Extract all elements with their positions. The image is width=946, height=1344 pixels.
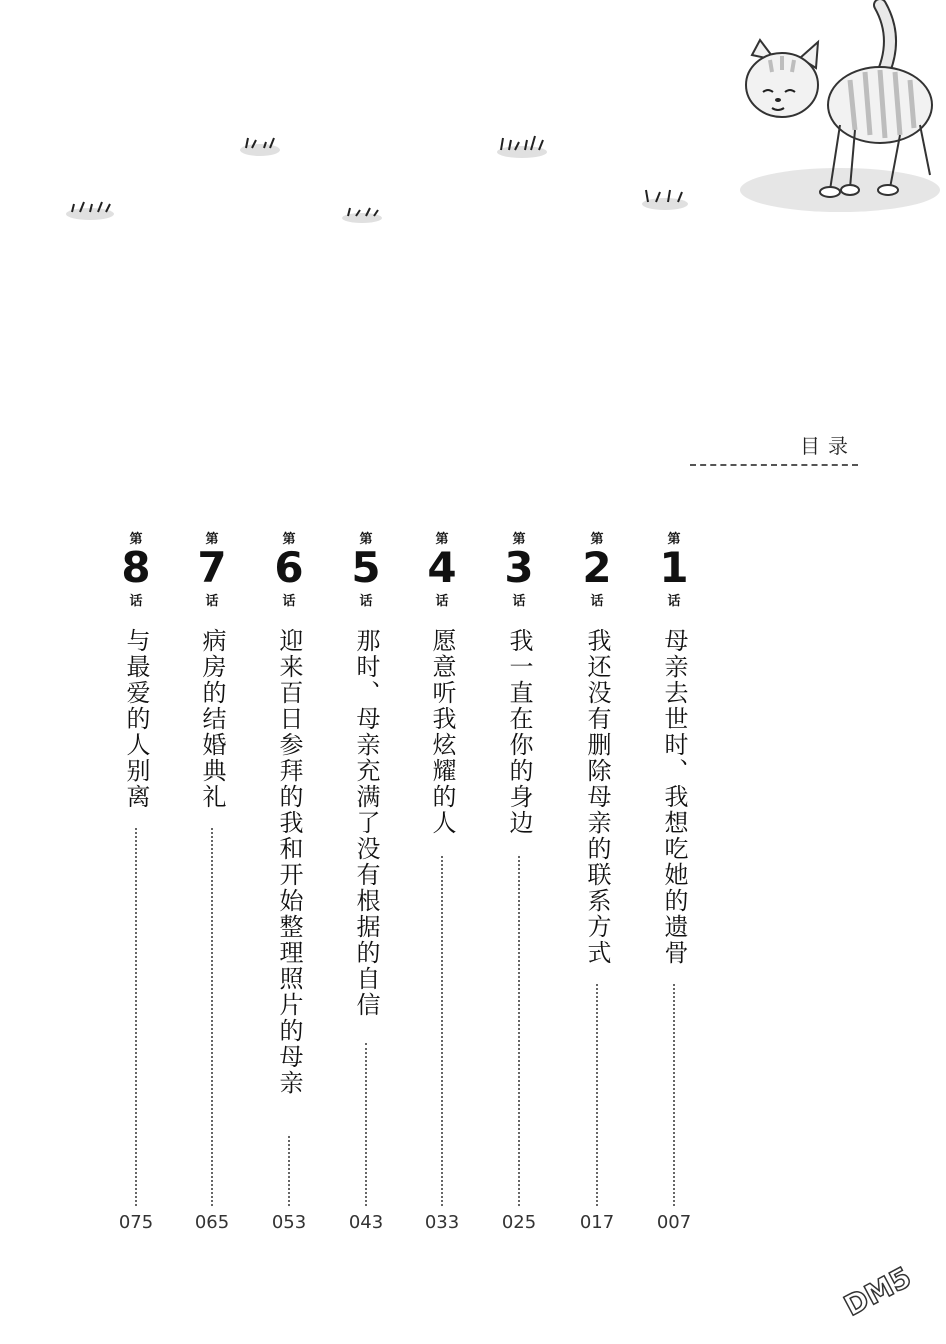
chapter-page-number: 043 bbox=[348, 1212, 384, 1233]
chapter-title: 那时、母亲充满了没有根据的自信 bbox=[352, 628, 380, 1018]
dot-leader bbox=[365, 1043, 367, 1206]
watermark-text: DM5 bbox=[838, 1260, 917, 1323]
chapter-entry-5[interactable] bbox=[344, 528, 388, 1248]
chapter-prefix: 第 bbox=[359, 532, 373, 547]
dot-leader bbox=[135, 828, 137, 1206]
dot-leader bbox=[288, 1136, 290, 1206]
chapter-entry-2[interactable] bbox=[575, 528, 619, 1248]
chapter-page-number: 025 bbox=[501, 1212, 537, 1233]
dot-leader bbox=[673, 984, 675, 1206]
chapter-title: 我一直在你的身边 bbox=[505, 628, 533, 836]
chapter-entry-6[interactable] bbox=[267, 528, 311, 1248]
chapter-suffix: 话 bbox=[282, 594, 296, 609]
watermark-logo-icon bbox=[831, 1244, 940, 1330]
chapter-suffix: 话 bbox=[129, 594, 143, 609]
toc-title: 目录 bbox=[800, 434, 856, 458]
chapter-number: 1 bbox=[659, 543, 689, 592]
chapter-title: 与最爱的人别离 bbox=[122, 628, 150, 810]
chapter-title: 愿意听我炫耀的人 bbox=[428, 628, 456, 836]
chapter-prefix: 第 bbox=[590, 532, 604, 547]
chapter-number: 6 bbox=[274, 543, 304, 592]
chapter-number: 2 bbox=[582, 543, 612, 592]
chapter-prefix: 第 bbox=[205, 532, 219, 547]
grass-tuft-icon bbox=[64, 196, 116, 220]
chapter-number: 3 bbox=[504, 543, 534, 592]
chapter-page-number: 017 bbox=[579, 1212, 615, 1233]
chapter-title: 母亲去世时、我想吃她的遗骨 bbox=[660, 628, 688, 966]
chapter-number: 5 bbox=[351, 543, 381, 592]
chapter-prefix: 第 bbox=[282, 532, 296, 547]
chapter-number: 7 bbox=[197, 543, 227, 592]
dot-leader bbox=[211, 828, 213, 1206]
grass-tuft-icon bbox=[238, 132, 282, 156]
chapter-title: 迎来百日参拜的我和开始整理照片的母亲 bbox=[275, 628, 303, 1096]
chapter-entry-8[interactable] bbox=[114, 528, 158, 1248]
dot-leader bbox=[518, 856, 520, 1206]
chapter-title: 我还没有删除母亲的联系方式 bbox=[583, 628, 611, 966]
chapter-title: 病房的结婚典礼 bbox=[198, 628, 226, 810]
grass-tuft-icon bbox=[495, 132, 549, 158]
chapter-page-number: 033 bbox=[424, 1212, 460, 1233]
chapter-prefix: 第 bbox=[667, 532, 681, 547]
chapter-suffix: 话 bbox=[359, 594, 373, 609]
chapter-prefix: 第 bbox=[129, 532, 143, 547]
dot-leader bbox=[441, 856, 443, 1206]
grass-tuft-icon bbox=[340, 202, 384, 224]
chapter-entry-1[interactable] bbox=[652, 528, 696, 1248]
chapter-page-number: 007 bbox=[656, 1212, 692, 1233]
chapter-entry-7[interactable] bbox=[190, 528, 234, 1248]
chapter-suffix: 话 bbox=[512, 594, 526, 609]
chapter-prefix: 第 bbox=[512, 532, 526, 547]
chapter-page-number: 053 bbox=[271, 1212, 307, 1233]
cat-icon bbox=[730, 0, 946, 220]
chapter-suffix: 话 bbox=[590, 594, 604, 609]
chapter-entry-4[interactable] bbox=[420, 528, 464, 1248]
toc-divider bbox=[690, 464, 858, 466]
chapter-page-number: 075 bbox=[118, 1212, 154, 1233]
grass-tuft-icon bbox=[640, 184, 690, 210]
chapter-prefix: 第 bbox=[435, 532, 449, 547]
chapter-number: 8 bbox=[121, 543, 151, 592]
chapter-page-number: 065 bbox=[194, 1212, 230, 1233]
chapter-suffix: 话 bbox=[435, 594, 449, 609]
chapter-number: 4 bbox=[427, 543, 457, 592]
chapter-entry-3[interactable] bbox=[497, 528, 541, 1248]
dot-leader bbox=[596, 984, 598, 1206]
chapter-suffix: 话 bbox=[205, 594, 219, 609]
chapter-suffix: 话 bbox=[667, 594, 681, 609]
